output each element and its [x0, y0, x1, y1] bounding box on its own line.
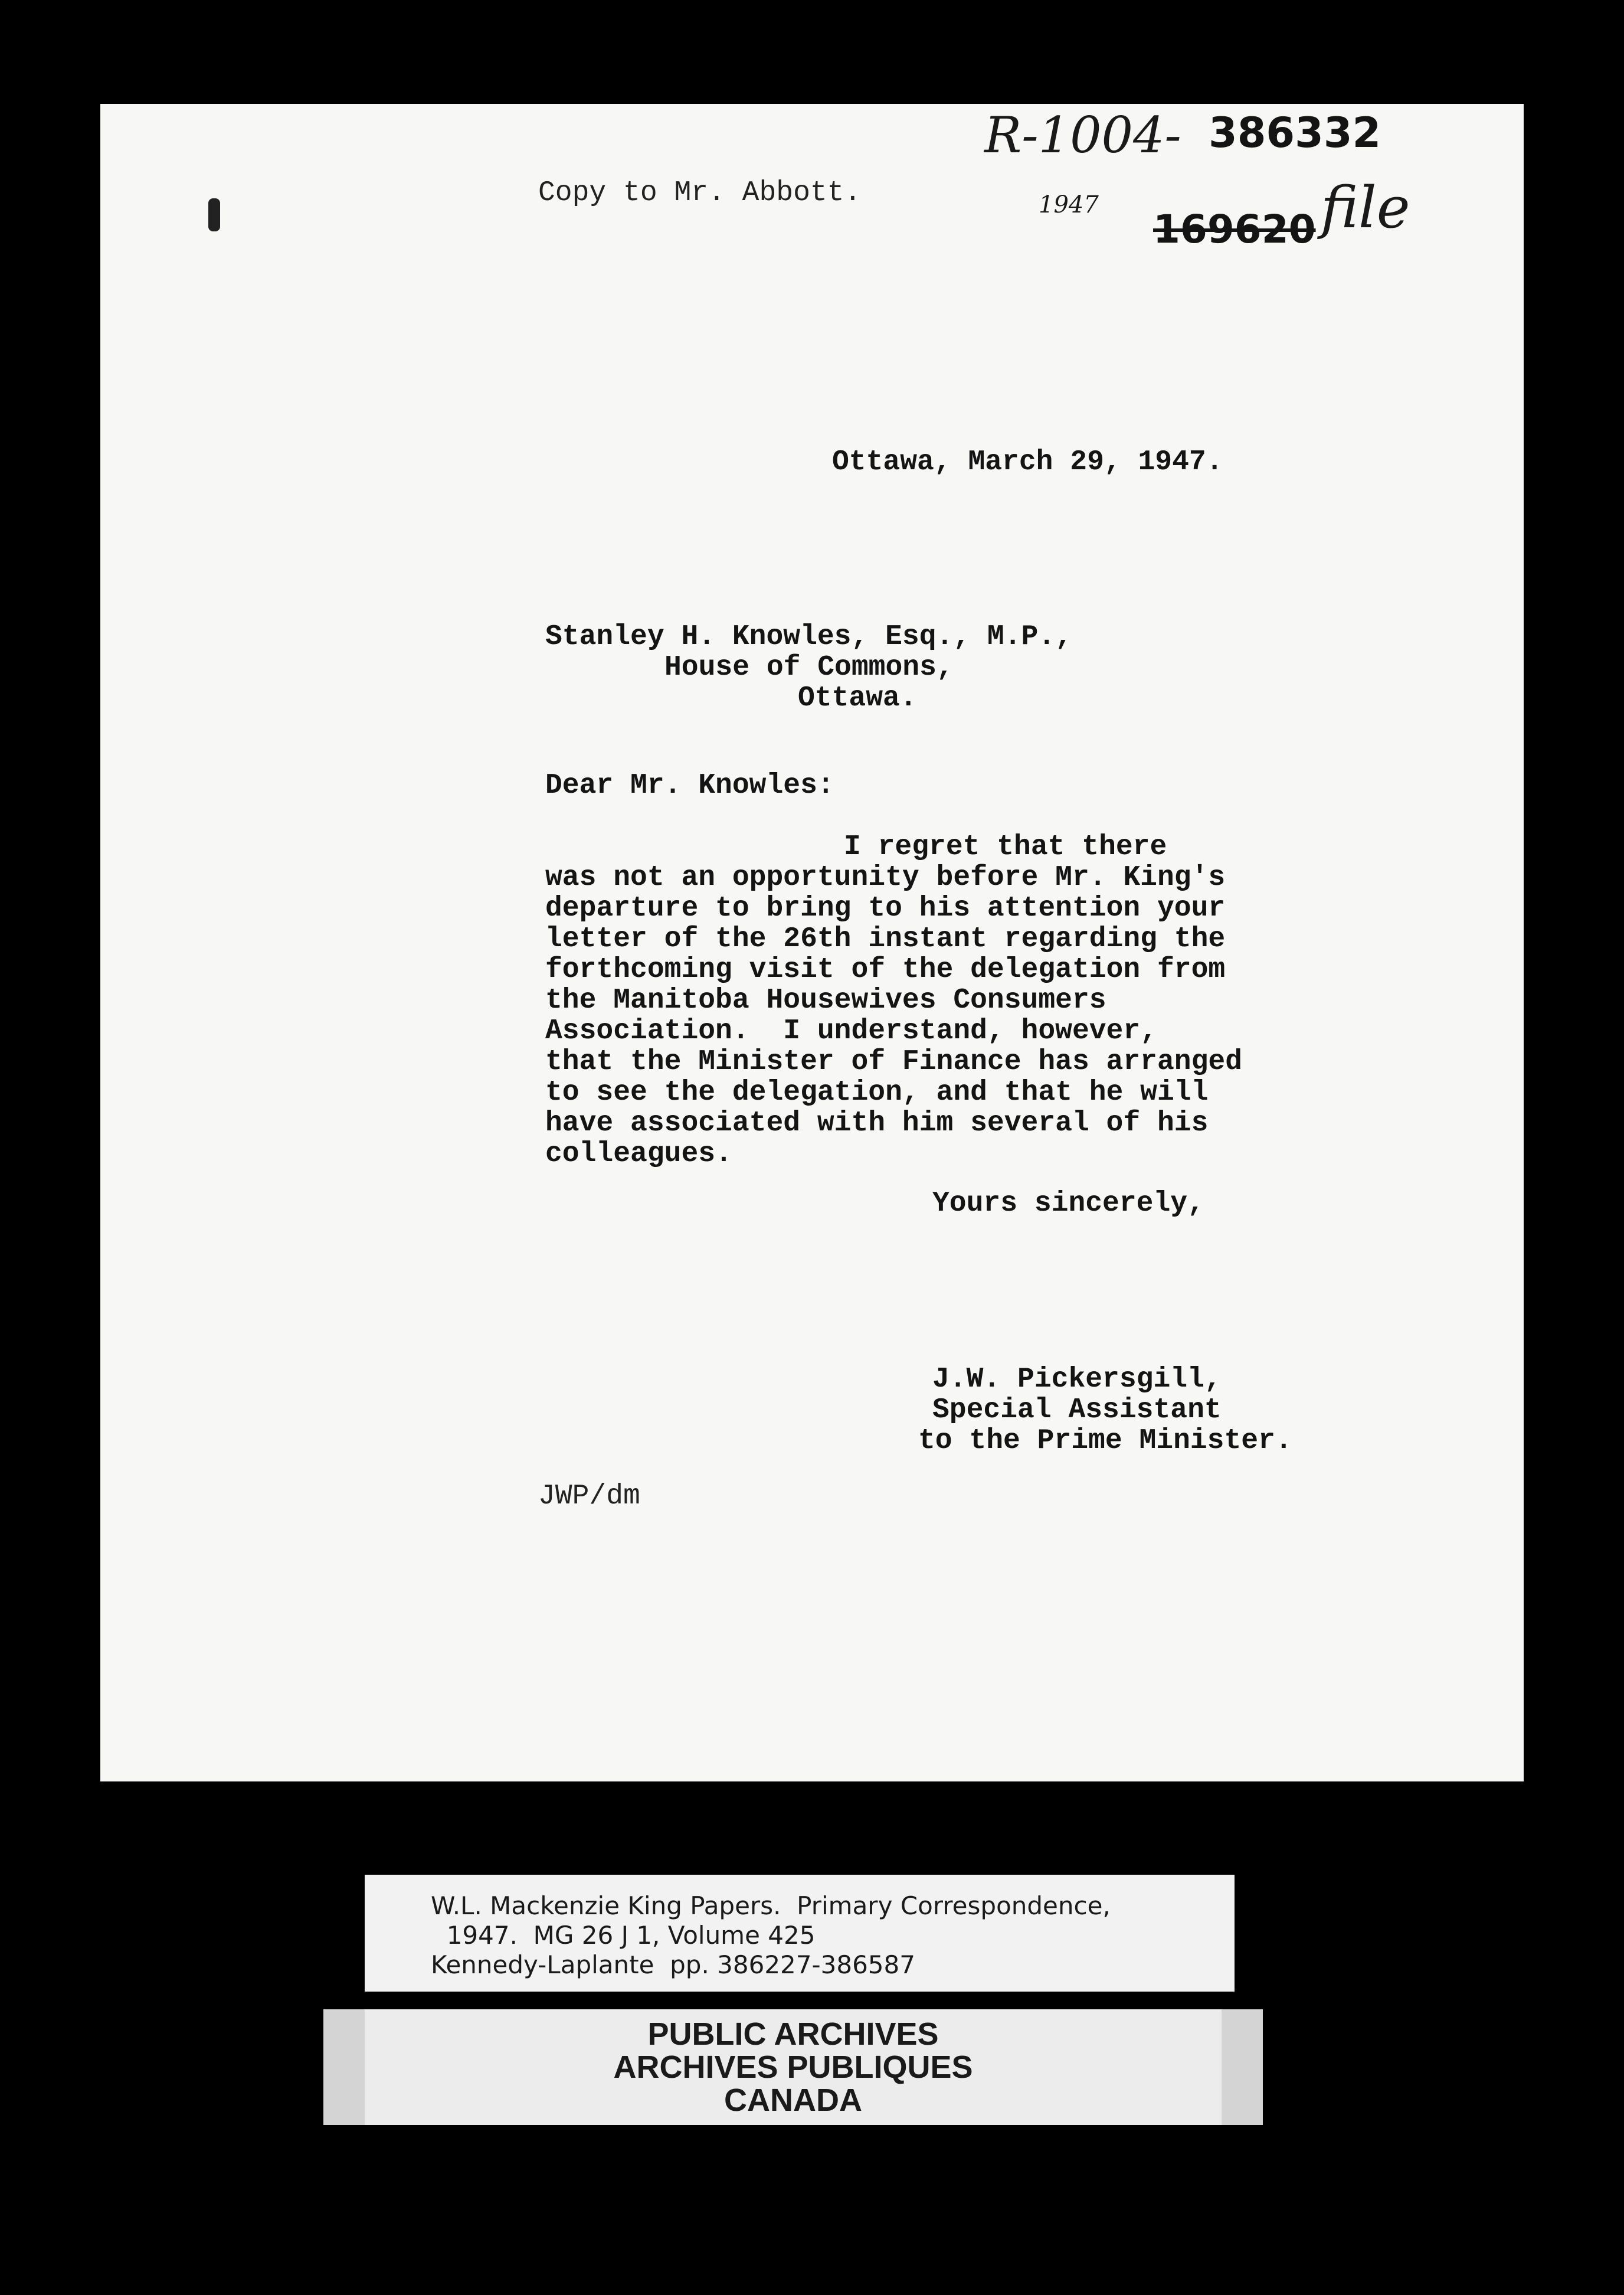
stamp-line: PUBLIC ARCHIVES: [647, 2016, 939, 2052]
struck-number: 169620: [1153, 207, 1316, 252]
signature-line: Special Assistant: [932, 1394, 1222, 1426]
stamp-line: ARCHIVES PUBLIQUES: [613, 2049, 973, 2085]
file-number: 386332: [1209, 109, 1381, 157]
stamp-line: CANADA: [724, 2082, 862, 2118]
handwritten-file-note: file: [1321, 175, 1410, 241]
typist-initials: JWP/dm: [538, 1480, 640, 1512]
body-line: the Manitoba Housewives Consumers: [545, 985, 1106, 1016]
body-line: letter of the 26th instant regarding the: [545, 923, 1226, 955]
salutation: Dear Mr. Knowles:: [545, 770, 834, 802]
copy-note: Copy to Mr. Abbott.: [538, 177, 862, 209]
archive-label-line: 1947. MG 26 J 1, Volume 425: [431, 1921, 816, 1950]
body-line: colleagues.: [545, 1138, 732, 1170]
address-line: Stanley H. Knowles, Esq., M.P.,: [545, 621, 1072, 653]
archive-label-line: W.L. Mackenzie King Papers. Primary Correspondence,: [431, 1891, 1111, 1920]
handwritten-year: 1947: [1039, 191, 1099, 218]
body-line: forthcoming visit of the delegation from: [545, 954, 1226, 986]
archive-label-line: Kennedy-Laplante pp. 386227-386587: [431, 1950, 915, 1979]
address-line: Ottawa.: [798, 682, 917, 714]
signature-line: J.W. Pickersgill,: [932, 1364, 1222, 1395]
body-line: departure to bring to his attention your: [545, 892, 1226, 924]
body-line: that the Minister of Finance has arranged: [545, 1046, 1242, 1078]
address-line: House of Commons,: [664, 652, 954, 684]
body-line: Association. I understand, however,: [545, 1015, 1157, 1047]
punch-hole: [208, 198, 220, 231]
closing: Yours sincerely,: [932, 1188, 1204, 1220]
signature-line: to the Prime Minister.: [918, 1425, 1292, 1457]
date-line: Ottawa, March 29, 1947.: [832, 446, 1223, 478]
body-line: I regret that there: [844, 831, 1167, 863]
archive-reference-label: [365, 1875, 1235, 1992]
handwritten-reference: R-1004-: [984, 106, 1181, 164]
body-line: was not an opportunity before Mr. King's: [545, 862, 1226, 894]
body-line: have associated with him several of his: [545, 1107, 1209, 1139]
body-line: to see the delegation, and that he will: [545, 1077, 1209, 1109]
archives-stamp: [323, 2009, 1263, 2125]
